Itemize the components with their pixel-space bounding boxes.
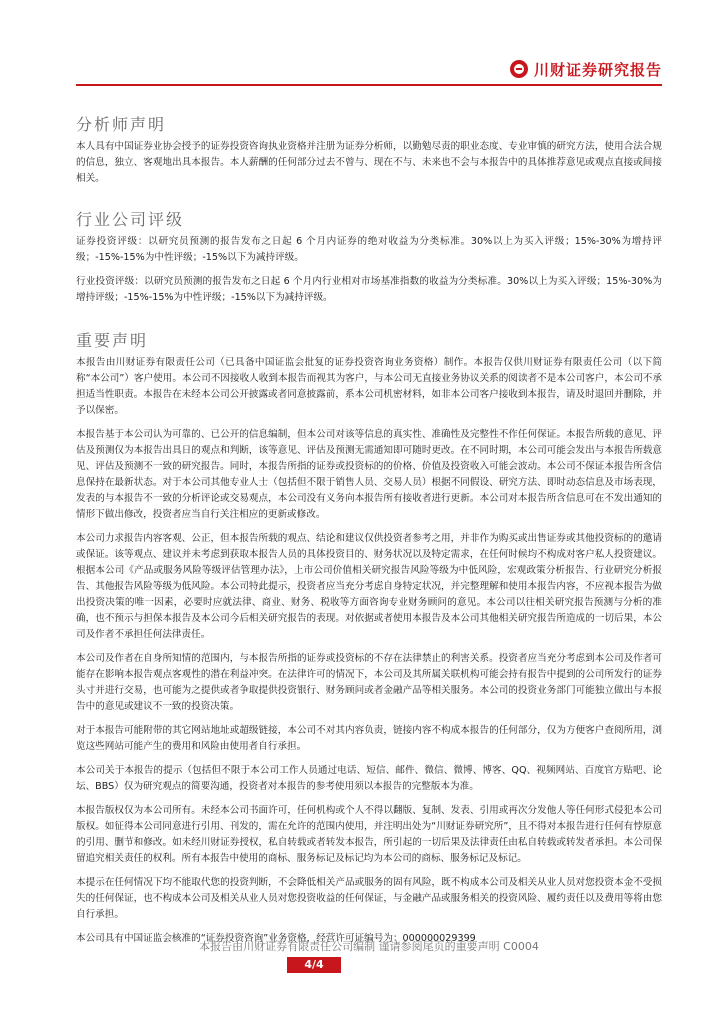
section-title-analyst: 分析师声明 bbox=[76, 115, 167, 134]
disclaimer-paragraph: 本提示在任何情况下均不能取代您的投资判断，不会降低相关产品或服务的固有风险，既不构成本公司及相关从业人员对您投资本金不受损失的任何保证，也不构成本公司及相关从业人员对您投资收益的任何保证，与金融产品或服务相关的投资风险、履约责任以及费用等将由您自行承担。 bbox=[76, 877, 662, 920]
brand-title: 川财证券研究报告 bbox=[533, 60, 662, 79]
disclaimer-paragraph: 对于本报告可能附带的其它网站地址或超级链接，本公司不对其内容负责，链接内容不构成本报告的任何部分，仅为方便客户查阅所用，浏览这些网站可能产生的费用和风险由使用者自行承担。 bbox=[76, 725, 662, 752]
report-header bbox=[510, 57, 662, 81]
disclaimer-paragraph: 本报告由川财证券有限责任公司（已具备中国证监会批复的证券投资咨询业务资格）制作。本报告仅供川财证券有限责任公司（以下简称“本公司”）客户使用。本公司不因接收人收到本报告而视其为客户，与本公司无直接业务协议关系的阅读者不是本公司客户，本公司不承担适当性职责。本报告在未经本公司公开披露或者同意披露前，系本公司机密材料，如非本公司客户接收到本报告，请及时退回并删除，并予以保密。 bbox=[76, 357, 662, 416]
section-title-disclaimer: 重要声明 bbox=[76, 331, 149, 350]
rating-industry-paragraph: 行业投资评级：以研究员预测的报告发布之日起 6 个月内行业相对市场基准指数的收益为分类标准。30%以上为买入评级；15%-30%为增持评级；-15%-15%为中性评级；-15%以下为减持评级。 bbox=[76, 276, 662, 303]
section-title-rating: 行业公司评级 bbox=[76, 210, 185, 229]
disclaimer-paragraph: 本公司力求报告内容客观、公正，但本报告所载的观点、结论和建议仅供投资者参考之用，并非作为购买或出售证券或其他投资标的的邀请或保证。该等观点、建议并未考虑到获取本报告人员的具体投资目的、财务状况以及特定需求，在任何时候均不构成对客户私人投资建议。根据本公司《产品或服务风险等级评估管理办法》，上市公司价值相关研究报告风险等级为中低风险，宏观政策分析报告、行业研究分析报告、其他报告风险等级为低风险。本公司特此提示，投资者应当充分考虑自身特定状况，并完整理解和使用本报告内容，不应视本报告为做出投资决策的唯一因素，必要时应就法律、商业、财务、税收等方面咨询专业财务顾问的意见。本公司以往相关研究报告预测与分析的准确，也不预示与担保本报告及本公司今后相关研究报告的表现。对依据或者使用本报告及本公司其他相关研究报告所造成的一切后果，本公司及作者不承担任何法律责任。 bbox=[76, 533, 662, 640]
disclaimer-paragraph: 本公司及作者在自身所知情的范围内，与本报告所指的证券或投资标的不存在法律禁止的利害关系。投资者应当充分考虑到本公司及作者可能存在影响本报告观点客观性的潜在利益冲突。在法律许可的情况下，本公司及其所属关联机构可能会持有报告中提到的公司所发行的证券头寸并进行交易，也可能为之提供或者争取提供投资银行、财务顾问或者金融产品等相关服务。本公司的投资业务部门可能独立做出与本报告中的意见或建议不一致的投资决策。 bbox=[76, 653, 662, 712]
rating-stock-paragraph: 证券投资评级：以研究员预测的报告发布之日起 6 个月内证券的绝对收益为分类标准。30%以上为买入评级；15%-30%为增持评级；-15%-15%为中性评级；-15%以下为减持评级。 bbox=[76, 236, 662, 263]
report-content bbox=[76, 112, 662, 955]
analyst-paragraph: 本人具有中国证券业协会授予的证券投资咨询执业资格并注册为证券分析师，以勤勉尽责的职业态度、专业审慎的研究方法，使用合法合规的信息，独立、客观地出具本报告。本人薪酬的任何部分过去不曾与、现在不与、未来也不会与本报告中的具体推荐意见或观点直接或间接相关。 bbox=[76, 141, 662, 184]
disclaimer-paragraph: 本报告基于本公司认为可靠的、已公开的信息编制，但本公司对该等信息的真实性、准确性及完整性不作任何保证。本报告所载的意见、评估及预测仅为本报告出具日的观点和判断，该等意见、评估及预测无需通知即可随时更改。在不同时期，本公司可能会发出与本报告所载意见、评估及预测不一致的研究报告。同时，本报告所指的证券或投资标的的价格、价值及投资收入可能会波动。本公司不保证本报告所含信息保持在最新状态。对于本公司其他专业人士（包括但不限于销售人员、交易人员）根据不同假设、研究方法、即时动态信息及市场表现，发表的与本报告不一致的分析评论或交易观点，本公司没有义务向本报告所有接收者进行更新。本公司对本报告所含信息可在不发出通知的情形下做出修改，投资者应当自行关注相应的更新或修改。 bbox=[76, 429, 662, 520]
header-divider bbox=[76, 84, 662, 86]
chuancai-logo-icon bbox=[510, 60, 528, 78]
footer-note: 本报告由川财证券有限责任公司编制 谨请参阅尾页的重要声明 C0004 bbox=[199, 940, 539, 953]
license-paragraph: 本公司具有中国证监会核准的“证券投资咨询”业务资格，经营许可证编号为：000000029399 bbox=[76, 933, 476, 944]
disclaimer-paragraph: 本报告版权仅为本公司所有。未经本公司书面许可，任何机构或个人不得以翻版、复制、发表、引用或再次分发他人等任何形式侵犯本公司版权。如征得本公司同意进行引用、刊发的，需在允许的范围内使用，并注明出处为“川财证券研究所”，且不得对本报告进行任何有悖原意的引用、删节和修改。如未经川财证券授权，私自转载或者转发本报告，所引起的一切后果及法律责任由私自转载或转发者承担。本公司保留追究相关责任的权利。所有本报告中使用的商标、服务标记及标记均为本公司的商标、服务标记及标记。 bbox=[76, 805, 662, 864]
page-number: 4/4 bbox=[287, 957, 341, 973]
disclaimer-paragraph: 本公司关于本报告的提示（包括但不限于本公司工作人员通过电话、短信、邮件、微信、微博、博客、QQ、视频网站、百度官方贴吧、论坛、BBS）仅为研究观点的简要沟通，投资者对本报告的参考使用须以本报告的完整版本为准。 bbox=[76, 765, 662, 792]
